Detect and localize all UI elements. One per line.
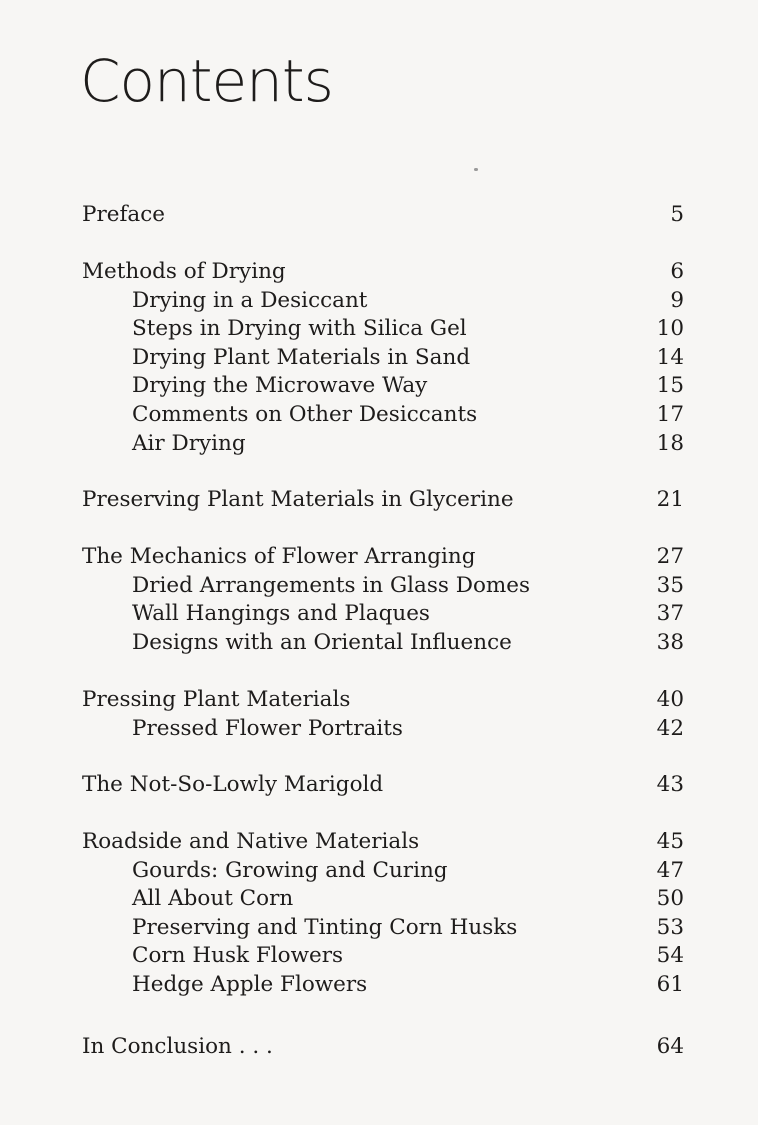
toc-subentry	[0, 857, 758, 885]
toc-subentry	[0, 287, 758, 315]
page-number: 47	[656, 857, 684, 883]
toc-subentry	[0, 971, 758, 999]
entry-title: Drying the Microwave Way	[132, 373, 428, 399]
page-number: 21	[656, 487, 684, 512]
toc-chapter	[0, 543, 758, 571]
page-number: 9	[670, 287, 684, 313]
entry-title: Preserving Plant Materials in Glycerine	[82, 487, 514, 512]
entry-title: Comments on Other Desiccants	[132, 402, 478, 427]
toc-subentry	[0, 600, 758, 628]
paper-speck	[474, 168, 478, 171]
page-number: 5	[670, 202, 684, 227]
page-number: 15	[656, 373, 684, 399]
entry-title: Methods of Drying	[82, 259, 286, 284]
toc-subentry	[0, 942, 758, 970]
entry-title: In Conclusion . . .	[82, 1034, 273, 1059]
toc-subentry	[0, 315, 758, 343]
entry-title: Dried Arrangements in Glass Domes	[132, 572, 531, 598]
page-number: 6	[670, 259, 684, 284]
page-title: Contents	[80, 47, 333, 115]
toc-chapter	[0, 258, 758, 286]
entry-title: Designs with an Oriental Influence	[132, 629, 512, 655]
toc-subentry	[0, 344, 758, 372]
entry-title: Steps in Drying with Silica Gel	[132, 316, 467, 342]
page-number: 35	[656, 572, 684, 598]
page-number: 53	[656, 914, 684, 940]
toc-subentry	[0, 885, 758, 913]
entry-title: Pressing Plant Materials	[82, 687, 351, 712]
page-number: 42	[656, 715, 684, 741]
page-number: 43	[656, 772, 684, 797]
entry-title: Roadside and Native Materials	[82, 829, 420, 854]
toc-subentry	[0, 715, 758, 743]
toc-chapter	[0, 686, 758, 714]
toc-chapter	[0, 828, 758, 856]
entry-title: Corn Husk Flowers	[132, 943, 344, 969]
toc-subentry	[0, 914, 758, 942]
page-number: 10	[656, 316, 684, 342]
toc-chapter	[0, 771, 758, 799]
entry-title: Preserving and Tinting Corn Husks	[132, 914, 518, 940]
entry-title: Drying in a Desiccant	[132, 287, 368, 313]
page-number: 14	[656, 344, 684, 370]
entry-title: The Mechanics of Flower Arranging	[82, 544, 476, 569]
page-number: 61	[656, 972, 684, 997]
page-number: 64	[656, 1034, 684, 1059]
toc-chapter	[0, 486, 758, 514]
entry-title: Air Drying	[132, 430, 246, 456]
page-number: 38	[656, 629, 684, 655]
toc-chapter	[0, 1033, 758, 1061]
entry-title: Hedge Apple Flowers	[132, 972, 368, 997]
entry-title: Pressed Flower Portraits	[132, 715, 403, 741]
entry-title: Preface	[82, 202, 166, 227]
toc-subentry	[0, 629, 758, 657]
page-number: 40	[656, 687, 684, 712]
page-number: 27	[656, 544, 684, 569]
page-number: 45	[656, 829, 684, 854]
toc-subentry	[0, 401, 758, 429]
entry-title: Wall Hangings and Plaques	[132, 601, 430, 627]
entry-title: The Not-So-Lowly Marigold	[82, 772, 384, 797]
page-number: 54	[656, 943, 684, 969]
page-number: 50	[656, 886, 684, 912]
toc-subentry	[0, 430, 758, 458]
toc-subentry	[0, 572, 758, 600]
toc-chapter	[0, 201, 758, 229]
toc-subentry	[0, 372, 758, 400]
entry-title: Gourds: Growing and Curing	[132, 857, 448, 883]
page-number: 37	[656, 601, 684, 627]
page-number: 18	[656, 430, 684, 456]
entry-title: All About Corn	[132, 886, 294, 912]
page-number: 17	[656, 402, 684, 427]
entry-title: Drying Plant Materials in Sand	[132, 344, 471, 370]
